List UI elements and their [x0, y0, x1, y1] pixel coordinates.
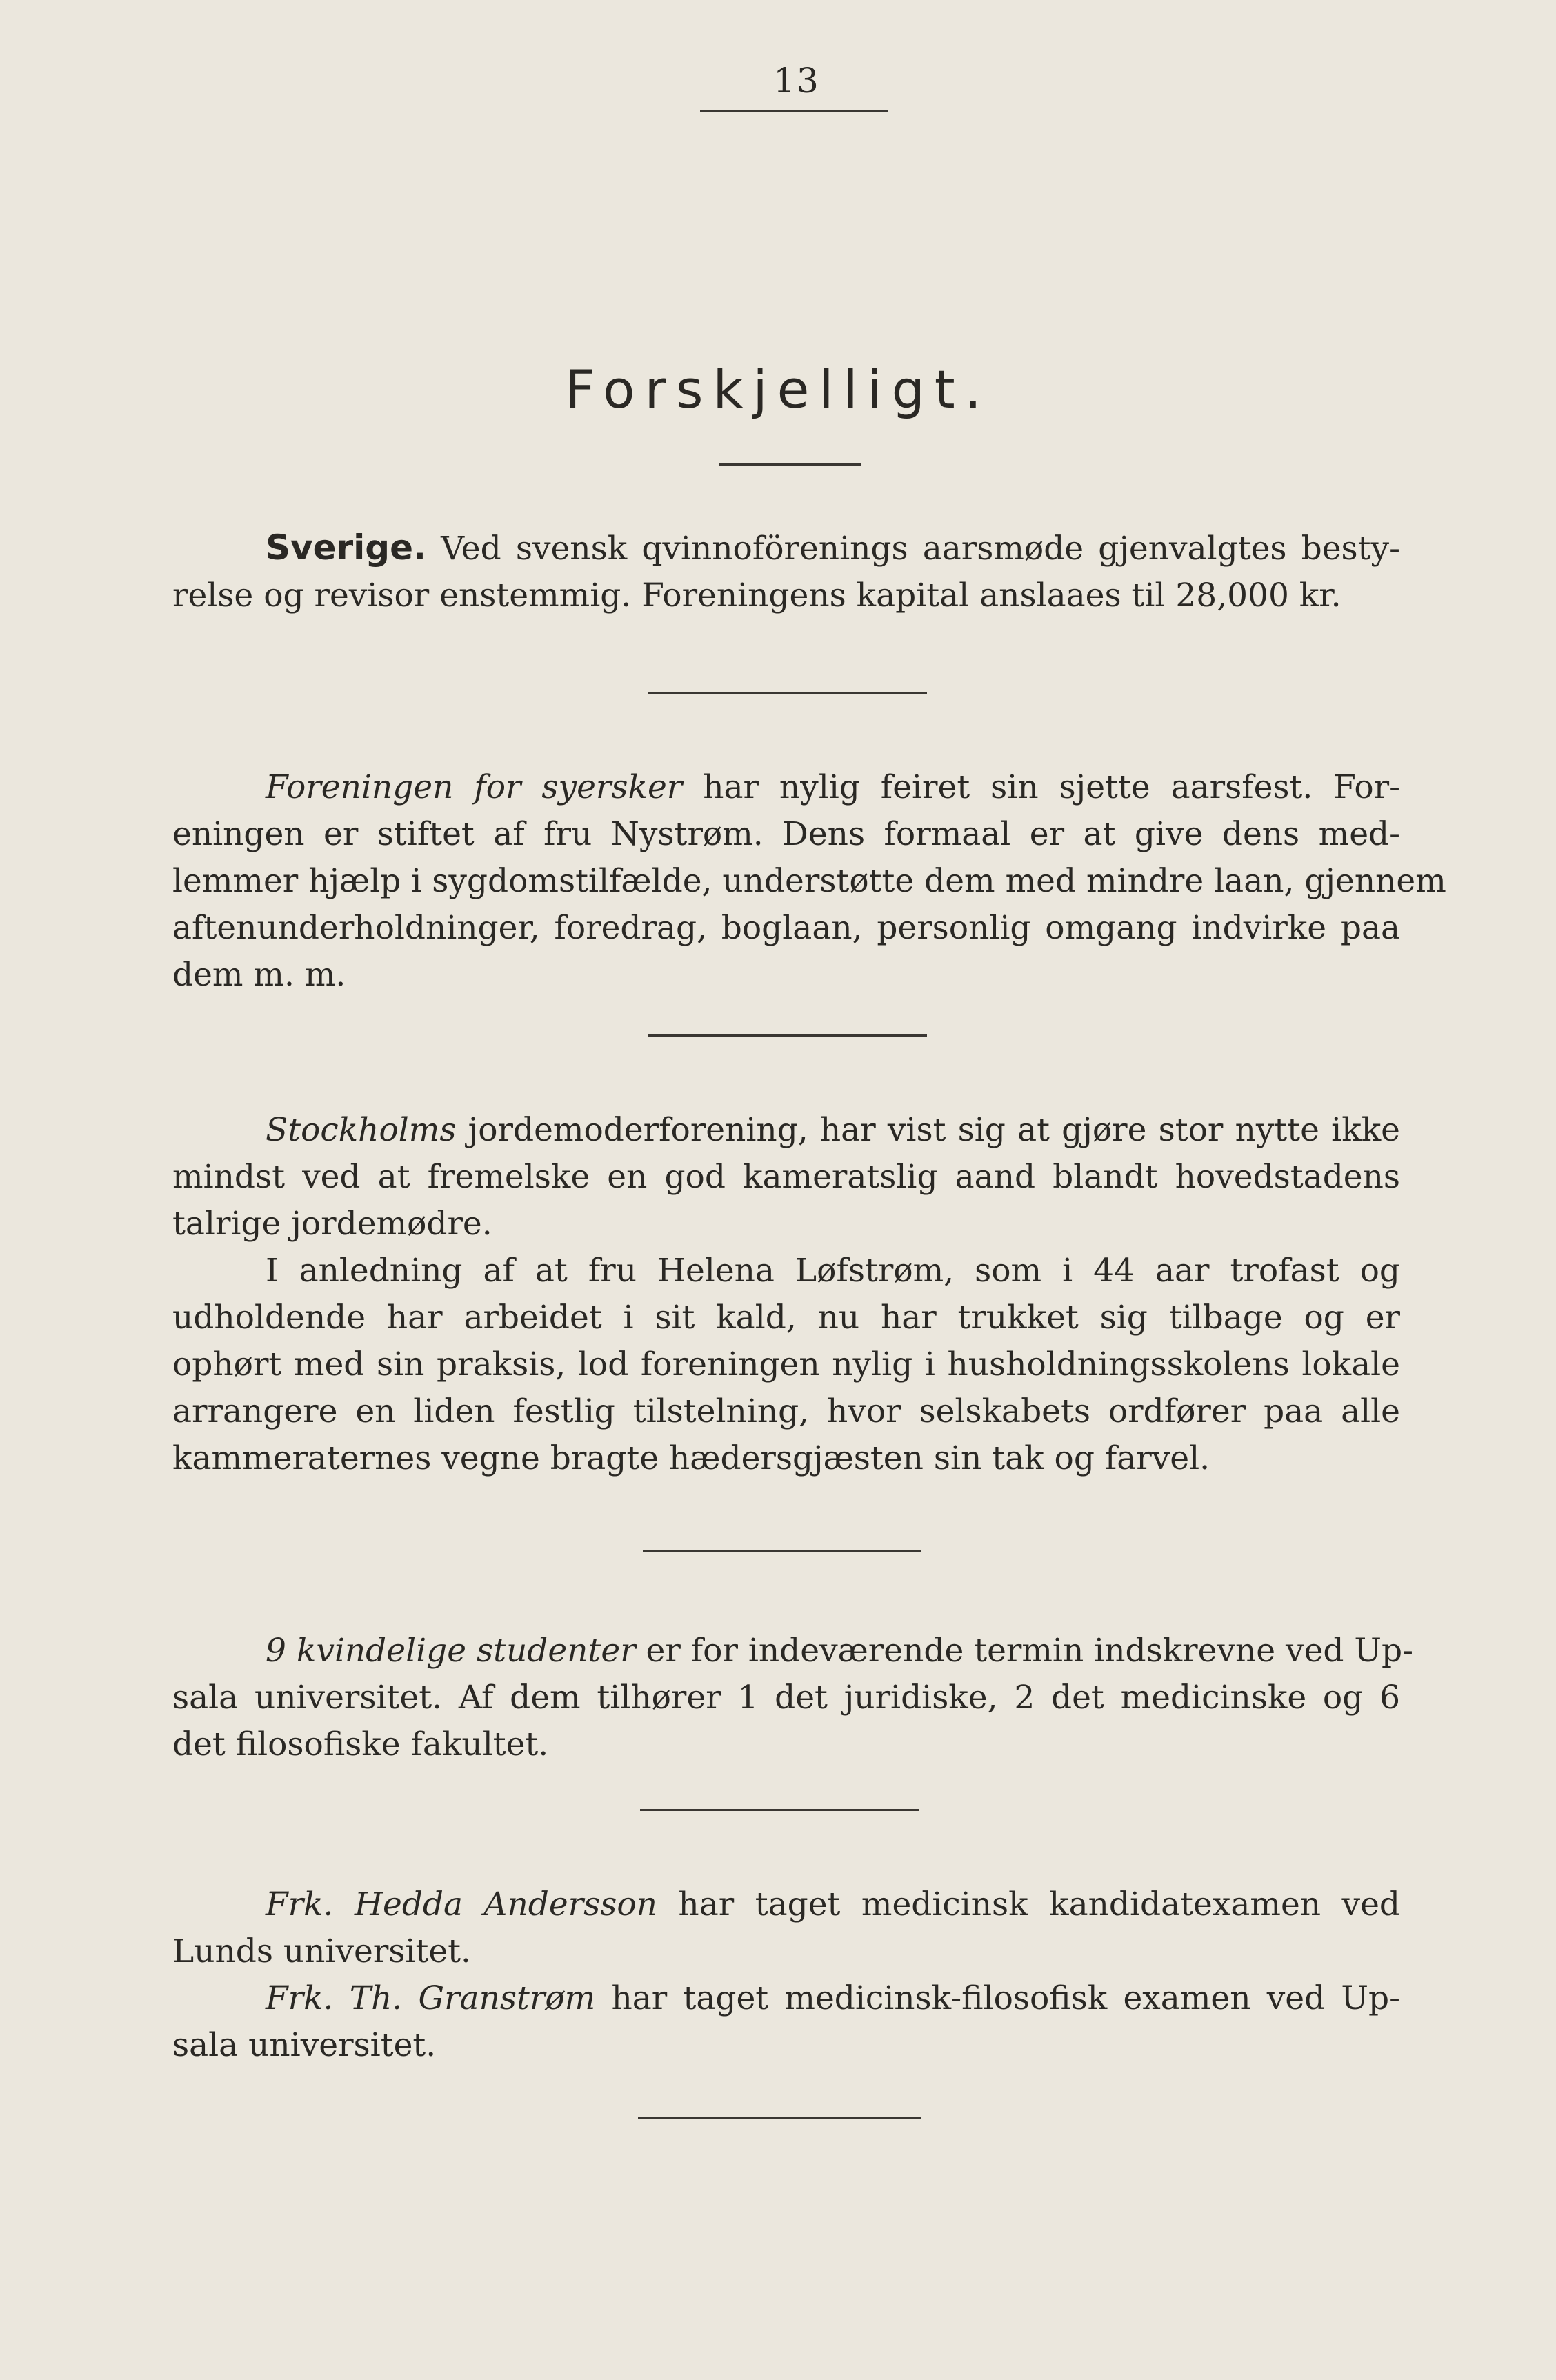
text-line: Frk. Th. Granstrøm har taget medicinsk-filosofisk examen ved Up-: [266, 1979, 1400, 2017]
text-line: eningen er stiftet af fru Nystrøm. Dens formaal er at give dens med-: [172, 815, 1400, 853]
text-line: sala universitet. Af dem tilhører 1 det juridiske, 2 det medicinske og 6: [172, 1679, 1400, 1717]
section-lead: Frk. Th. Granstrøm: [266, 1979, 596, 2017]
text-line: I anledning af at fru Helena Løfstrøm, som i 44 aar trofast og: [266, 1252, 1400, 1290]
text-line: dem m. m.: [172, 956, 346, 994]
section-divider: [638, 2117, 921, 2119]
text-line: arrangere en liden festlig tilstelning, hvor selskabets ordfører paa alle: [172, 1392, 1400, 1430]
paragraph-stockholms: [172, 1107, 1400, 1482]
section-lead: Frk. Hedda Andersson: [266, 1886, 657, 1923]
section-divider: [643, 1550, 921, 1552]
page-title: Forskjelligt.: [565, 359, 991, 420]
section-divider: [648, 692, 927, 694]
page-number: 13: [773, 61, 820, 101]
text-line: mindst ved at fremelske en god kameratslig aand blandt hovedstadens: [172, 1158, 1400, 1196]
text-line: Lunds universitet.: [172, 1932, 471, 1970]
paragraph-sverige: [172, 524, 1400, 619]
section-lead: Foreningen for syersker: [266, 768, 683, 806]
text-line: 9 kvindelige studenter er for indeværende termin indskrevne ved Up-: [266, 1632, 1413, 1670]
section-lead: 9 kvindelige studenter: [266, 1632, 636, 1670]
text-line: relse og revisor enstemmig. Foreningens kapital anslaaes til 28,000 kr.: [172, 577, 1341, 614]
paragraph-studenter: [172, 1628, 1413, 1768]
section-divider: [640, 1809, 919, 1811]
text-line: kammeraternes vegne bragte hædersgjæsten sin tak og farvel.: [172, 1439, 1210, 1477]
section-lead: Stockholms: [266, 1111, 457, 1149]
text-line: Stockholms jordemoderforening, har vist sig at gjøre stor nytte ikke: [266, 1111, 1400, 1149]
header-rule: [700, 110, 888, 112]
paragraph-syersker: [172, 764, 1446, 999]
text-line: det filosofiske fakultet.: [172, 1726, 549, 1763]
text-line: Sverige. Ved svensk qvinnoförenings aarsmøde gjenvalgtes besty-: [266, 528, 1400, 568]
title-rule: [719, 463, 861, 466]
text-line: Foreningen for syersker har nylig feiret sin sjette aarsfest. For-: [266, 768, 1400, 806]
text-line: sala universitet.: [172, 2026, 437, 2064]
text-line: udholdende har arbeidet i sit kald, nu har trukket sig tilbage og er: [172, 1299, 1400, 1337]
section-lead: Sverige.: [266, 528, 427, 568]
text-line: lemmer hjælp i sygdomstilfælde, understøtte dem med mindre laan, gjennem: [172, 862, 1446, 900]
text-line: talrige jordemødre.: [172, 1205, 492, 1243]
section-divider: [648, 1034, 927, 1037]
text-line: ophørt med sin praksis, lod foreningen nylig i husholdningsskolens lokale: [172, 1346, 1400, 1383]
text-line: aftenunderholdninger, foredrag, boglaan, personlig omgang indvirke paa: [172, 909, 1400, 947]
text-line: Frk. Hedda Andersson har taget medicinsk kandidatexamen ved: [266, 1886, 1400, 1923]
paragraph-examen: [172, 1881, 1400, 2069]
